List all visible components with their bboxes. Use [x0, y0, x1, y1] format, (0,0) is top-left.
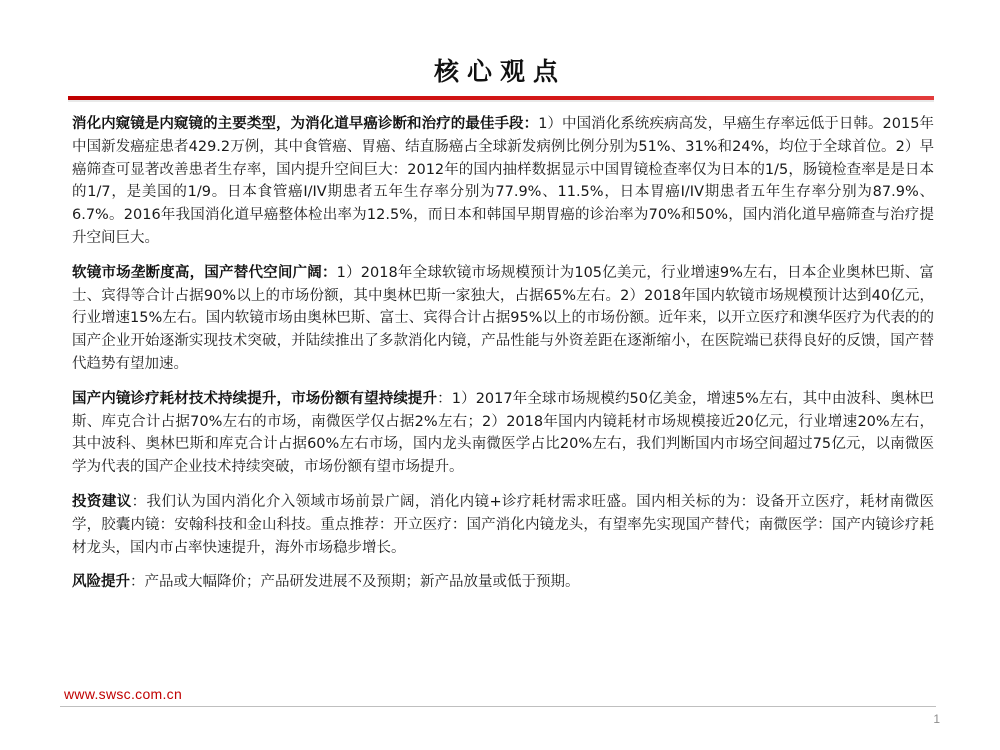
paragraph-text: ：1）2017年全球市场规模约50亿美金，增速5%左右，其中由波科、奥林巴斯、库克合计占据70%左右的市场，南微医学仅占据2%左右；2）2018年国内内镜耗材市场规模接近20亿元，行业增速20%左右，其中波科、奥林巴斯和库克合计占据60%左右市场，国内龙头南微医学占比20%左右，我们判断国内市场空间超过75亿元，以南微医学为代表的国产企业技术持续突破，市场份额有望市场提升。	[72, 390, 935, 476]
footer-website-link[interactable]: www.swsc.com.cn	[64, 686, 183, 702]
footer-divider	[60, 706, 936, 707]
paragraph-endoscope-overview	[72, 113, 934, 250]
paragraph-lead: 投资建议	[72, 493, 132, 510]
paragraph-consumables	[72, 388, 934, 479]
paragraph-lead: 软镜市场垄断度高，国产替代空间广阔：	[72, 264, 337, 281]
paragraph-lead: 风险提升	[72, 574, 130, 591]
paragraph-text: ：我们认为国内消化介入领域市场前景广阔，消化内镜+诊疗耗材需求旺盛。国内相关标的为：设备开立医疗，耗材南微医学，胶囊内镜：安翰科技和金山科技。重点推荐：开立医疗：国产消化内镜龙头，有望率先实现国产替代；南微医学：国产内镜诊疗耗材龙头，国内市占率快速提升，海外市场稳步增长。	[72, 493, 934, 556]
page-title: 核心观点	[433, 57, 566, 86]
paragraph-soft-scope-market	[72, 262, 934, 376]
paragraph-lead: 消化内窥镜是内窥镜的主要类型，为消化道早癌诊断和治疗的最佳手段：	[72, 116, 539, 132]
paragraph-lead: 国产内镜诊疗耗材技术持续提升，市场份额有望持续提升	[72, 390, 438, 407]
title-divider-shadow	[68, 100, 934, 102]
paragraph-risk	[72, 571, 934, 594]
paragraph-investment-advice	[72, 491, 934, 559]
page-number: 1	[933, 712, 940, 726]
paragraph-text: ：产品或大幅降价；产品研发进展不及预期；新产品放量或低于预期。	[130, 574, 580, 591]
paragraph-text: 1）中国消化系统疾病高发，早癌生存率远低于日韩。2015年中国新发癌症患者429.2万例，其中食管癌、胃癌、结直肠癌占全球新发病例比例分别为51%、31%和24%，均位于全球首位。2）早癌筛查可显著改善患者生存率，国内提升空间巨大：2012年的国内抽样数据显示中国胃镜检查率仅为日本的1/5，肠镜检查率是是日本的1/7，是美国的1/9。日本食管癌I/IV期患者五年生存率分别为77.9%、11.5%，日本胃癌I/IV期患者五年生存率分别为87.9%、6.7%。2016年我国消化道早癌整体检出率为12.5%，而日本和韩国早期胃癌的诊治率为70%和50%，国内消化道早癌筛查与治疗提升空间巨大。	[72, 116, 935, 246]
paragraph-text: 1）2018年全球软镜市场规模预计为105亿美元，行业增速9%左右，日本企业奥林巴斯、富士、宾得等合计占据90%以上的市场份额，其中奥林巴斯一家独大，占据65%左右。2）2018年国内软镜市场规模预计达到40亿元，行业增速15%左右。国内软镜市场由奥林巴斯、富士、宾得合计占据95%以上的市场份额。近年来，以开立医疗和澳华医疗为代表的的国产企业开始逐渐实现技术突破，并陆续推出了多款消化内镜，产品性能与外资差距在逐渐缩小，在医院端已获得良好的反馈，国产替代趋势有望加速。	[72, 264, 935, 372]
key-points-body	[72, 113, 934, 606]
